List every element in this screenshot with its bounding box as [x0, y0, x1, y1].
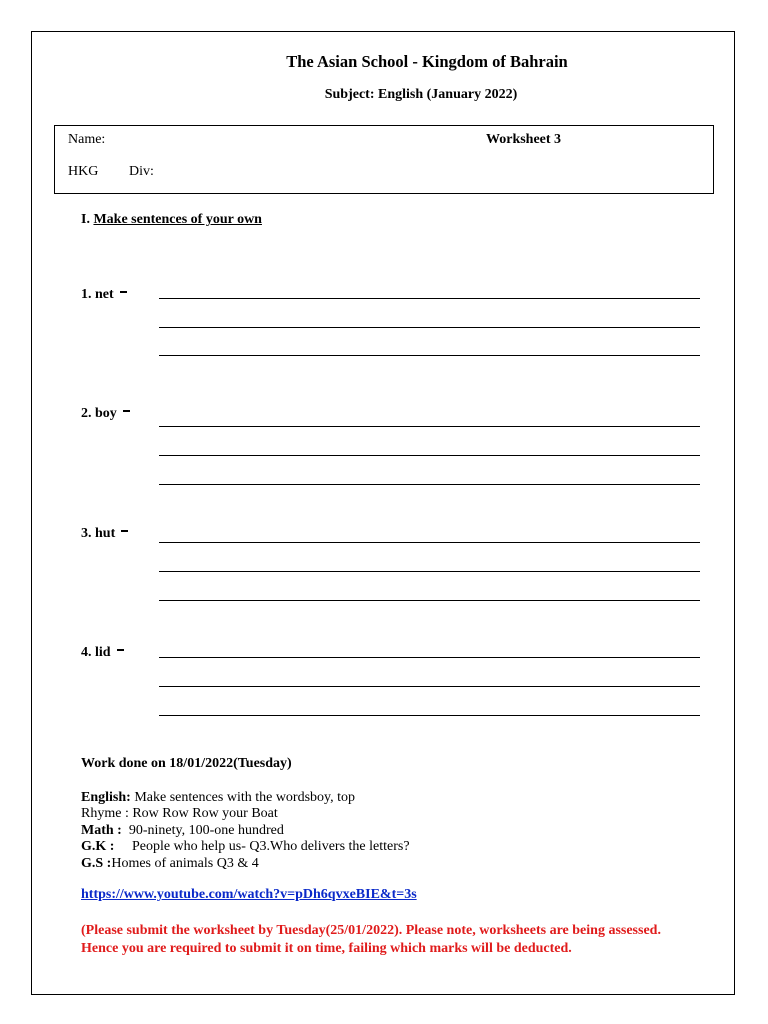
dash-mark [120, 291, 127, 293]
question-3 [81, 526, 128, 542]
question-1-label: 1. net [81, 287, 114, 302]
section-heading [81, 212, 262, 228]
question-2-label: 2. boy [81, 406, 117, 421]
work-item-gk [81, 839, 410, 855]
work-done-heading: Work done on 18/01/2022(Tuesday) [81, 756, 292, 771]
subject-line: Subject: English (January 2022) [324, 87, 518, 102]
name-label: Name: [68, 132, 106, 147]
work-item-rhyme [81, 806, 278, 822]
answer-line [159, 600, 700, 601]
section-number: I. [81, 212, 90, 227]
work-item-english [81, 790, 355, 806]
work-item-text: Make sentences with the wordsboy, top [130, 790, 356, 805]
dash-mark [117, 649, 124, 651]
question-4-label: 4. lid [81, 645, 111, 660]
answer-line [159, 715, 700, 716]
answer-line [159, 455, 700, 456]
work-item-text: Homes of animals Q3 & 4 [111, 856, 259, 871]
submission-notice-line-2: Hence you are required to submit it on time, failing which marks will be deducted. [81, 941, 572, 956]
submission-notice-line-1: (Please submit the worksheet by Tuesday(25/01/2022). Please note, worksheets are being assessed. [81, 923, 661, 938]
work-item-text: 90-ninety, 100-one hundred [121, 823, 284, 838]
answer-line [159, 355, 700, 356]
work-item-subject: Math : [81, 823, 122, 838]
question-3-label: 3. hut [81, 526, 116, 541]
answer-line [159, 298, 700, 299]
div-label: Div: [129, 164, 154, 179]
work-item-subject: G.K : [81, 839, 115, 854]
question-2 [81, 406, 130, 422]
answer-line [159, 571, 700, 572]
question-4 [81, 645, 124, 661]
work-item-subject: English: [81, 790, 131, 805]
work-item-gs [81, 856, 259, 872]
answer-line [159, 484, 700, 485]
youtube-link[interactable]: https://www.youtube.com/watch?v=pDh6qvxeBIE&t=3s [81, 887, 417, 902]
school-title: The Asian School - Kingdom of Bahrain [286, 52, 568, 71]
student-info-box [54, 125, 714, 194]
work-item-text: People who help us- Q3.Who delivers the letters? [114, 839, 410, 854]
work-item-text: Rhyme : Row Row Row your Boat [81, 806, 278, 821]
work-item-subject: G.S : [81, 856, 112, 871]
work-item-math [81, 823, 284, 839]
class-label: HKG [68, 164, 99, 179]
section-title: Make sentences of your own [93, 212, 262, 227]
answer-line [159, 327, 700, 328]
answer-line [159, 426, 700, 427]
question-1 [81, 287, 127, 303]
answer-line [159, 686, 700, 687]
dash-mark [121, 530, 128, 532]
worksheet-number: Worksheet 3 [486, 132, 562, 147]
answer-line [159, 657, 700, 658]
dash-mark [123, 410, 130, 412]
answer-line [159, 542, 700, 543]
